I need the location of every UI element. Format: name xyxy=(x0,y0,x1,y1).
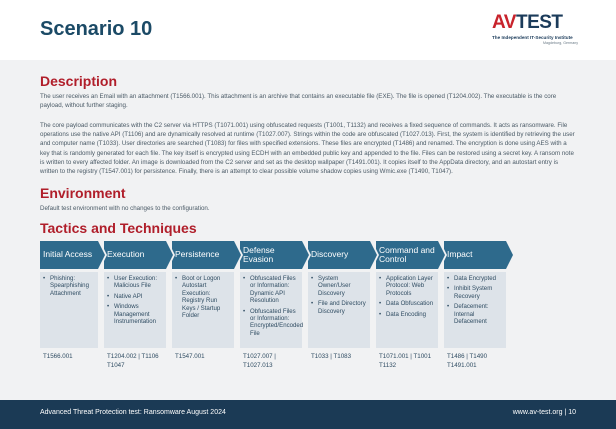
technique-item: • File and Directory Discovery xyxy=(311,300,366,315)
page-footer xyxy=(0,400,616,429)
tactic-column-defense-evasion xyxy=(240,272,302,348)
environment-heading: Environment xyxy=(40,185,126,201)
technique-item: • System Owner/User Discovery xyxy=(311,275,366,297)
tactic-header-label: Execution xyxy=(107,249,145,260)
technique-item: • Data Encrypted xyxy=(447,275,502,282)
tactic-header-label: Impact xyxy=(447,249,473,260)
technique-item: • Obfuscated Files or Information: Encrypted/Encoded File xyxy=(243,308,298,338)
tactic-column-initial-access xyxy=(40,272,98,348)
technique-ids: T1071.001 | T1001 T1132 xyxy=(379,353,432,369)
tactic-header-impact xyxy=(444,241,506,269)
logo-tagline: The Independent IT-Security Institute xyxy=(492,35,573,40)
technique-ids: T1566.001 xyxy=(43,353,73,360)
technique-item: • Phishing: Spearphishing Attachment xyxy=(43,275,94,297)
page-header xyxy=(0,0,616,60)
technique-ids: T1547.001 xyxy=(175,353,205,360)
technique-item: • Obfuscated Files or Information: Dynamic API Resolution xyxy=(243,275,298,305)
av-test-logo[interactable] xyxy=(492,12,578,46)
tactic-header-persistence xyxy=(172,241,234,269)
tactic-header-defense-evasion xyxy=(240,241,302,269)
technique-ids: T1486 | T1490 T1491.001 xyxy=(447,353,488,369)
tactic-column-impact xyxy=(444,272,506,348)
footer-report-title: Advanced Threat Protection test: Ransomware August 2024 xyxy=(40,409,226,416)
logo-test: TEST xyxy=(515,12,563,33)
logo-wordmark xyxy=(492,12,578,34)
technique-item: • Native API xyxy=(107,293,162,300)
technique-item: • Windows Management Instrumentation xyxy=(107,303,162,325)
description-heading: Description xyxy=(40,73,118,89)
environment-text: Default test environment with no changes to the configuration. xyxy=(40,205,210,212)
tactic-column-discovery xyxy=(308,272,370,348)
technique-ids: T1033 | T1083 xyxy=(311,353,352,360)
page-title: Scenario 10 xyxy=(40,18,153,40)
tactic-header-discovery xyxy=(308,241,370,269)
technique-ids: T1027.007 | T1027.013 xyxy=(243,353,276,369)
tactic-header-label: Discovery xyxy=(311,249,349,260)
logo-av: AV xyxy=(492,12,516,33)
logo-location: Magdeburg, Germany xyxy=(543,41,578,45)
tactic-header-initial-access xyxy=(40,241,98,269)
technique-ids: T1204.002 | T1106 T1047 xyxy=(107,353,159,369)
tactic-column-command-and-control xyxy=(376,272,438,348)
description-paragraph-2: The core payload communicates with the C2 server via HTTPS (T1071.001) using obfuscated requests (T1001, T1132) and receives a fixed sequence of commands. It acts as ransomware. File operations use the native API (T1106) and are dynamically resolved at runtime (T1027.007). Strings within the code are obfuscated (T1027.013). First, the system is identified by retrieving the user and computer name (T1033). User directories are searched (T1083) for files with specified extensions. These files are encrypted (T1486) and renamed. The encryption is done using AES with a key that is randomly generated for each file. The key itself is encrypted using ECDH with an embedded public key and appended to the file. Files can be restored using a secret key. A ransom note is written to every affected folder. An image is downloaded from the C2 server and set as the desktop wallpaper (T1491.001). It copies itself to the AppData directory, and an autostart entry is written to the registry (T1547.001) for persistence. Finally, there is an attempt to clear possible volume shadow copies using Wmic.exe (T1490, T1047). xyxy=(40,122,575,176)
tactic-column-persistence xyxy=(172,272,234,348)
technique-item: • Boot or Logon Autostart Execution: Registry Run Keys / Startup Folder xyxy=(175,275,230,319)
footer-url-page[interactable]: www.av-test.org | 10 xyxy=(512,409,576,416)
technique-item: • Data Obfuscation xyxy=(379,300,434,307)
tactic-header-label: Persistence xyxy=(175,249,220,260)
technique-item: • Data Encoding xyxy=(379,311,434,318)
tactics-heading: Tactics and Techniques xyxy=(40,220,197,236)
tactic-header-label: Defense Evasion xyxy=(243,244,275,264)
tactic-header-execution xyxy=(104,241,166,269)
tactic-header-command-and-control xyxy=(376,241,438,269)
description-paragraph-1: The user receives an Email with an attachment (T1566.001). This attachment is an archive that contains an executable file (EXE). The file is opened (T1204.002). The executable is the core payload, without further staging. xyxy=(40,93,557,110)
technique-item: • Defacement: Internal Defacement xyxy=(447,303,502,325)
technique-item: • User Execution: Malicious File xyxy=(107,275,162,290)
tactic-header-label: Initial Access xyxy=(43,249,93,260)
tactic-column-execution xyxy=(104,272,166,348)
tactic-header-label: Command and Control xyxy=(379,244,435,264)
technique-item: • Inhibit System Recovery xyxy=(447,285,502,300)
technique-item: • Application Layer Protocol: Web Protocols xyxy=(379,275,434,297)
